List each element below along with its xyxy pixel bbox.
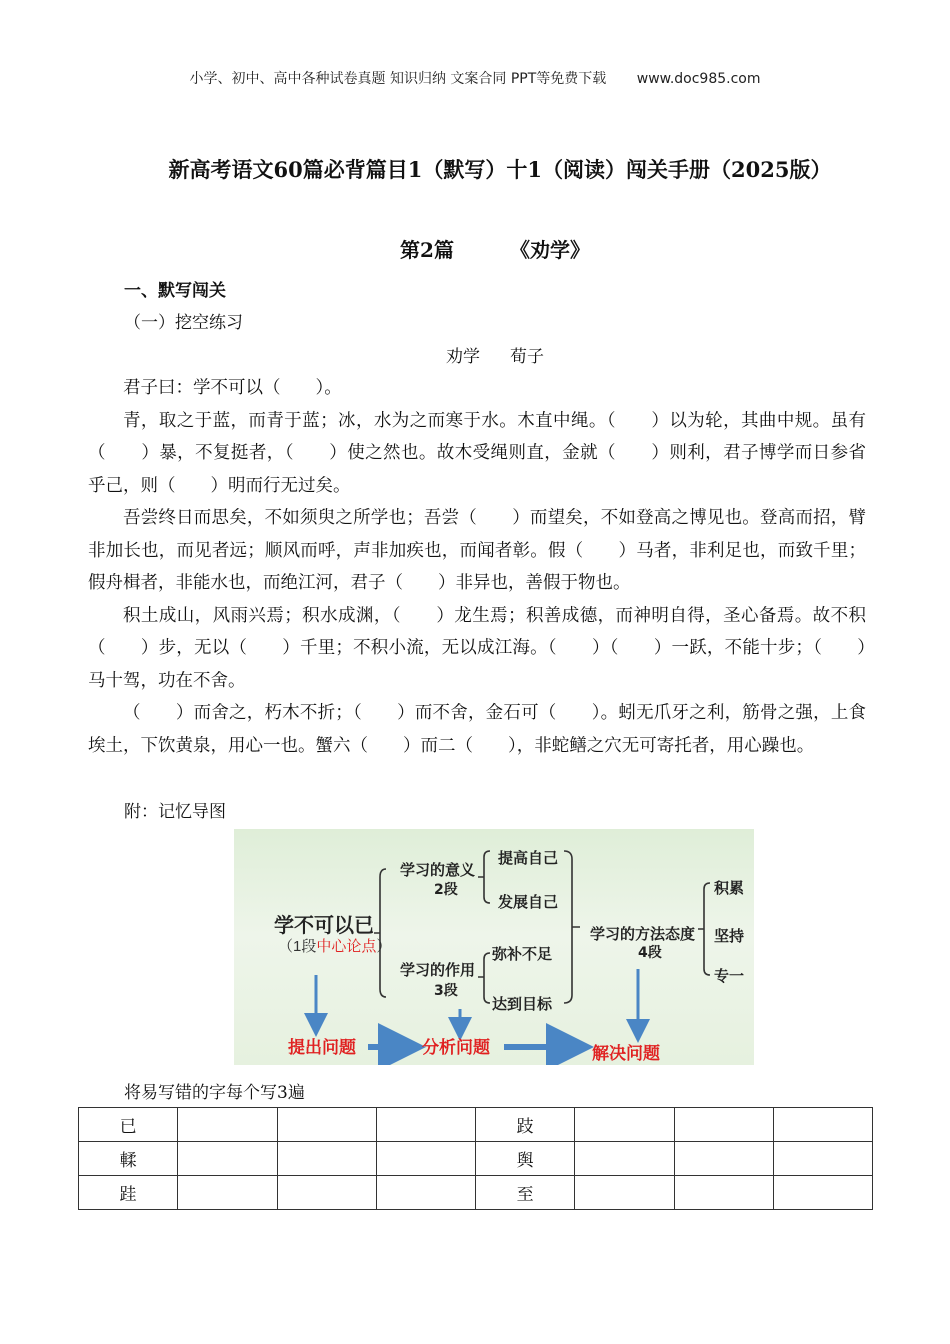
table-row: [79, 1108, 873, 1142]
paragraph-segment: 青，取之于蓝，而青于蓝；冰，水为之而寒于水。木直中绳。（: [123, 410, 616, 431]
subsection-heading: （一）挖空练习: [124, 313, 243, 333]
poem-title: [0, 342, 950, 367]
mm-method-para: 4段: [638, 945, 662, 961]
mm-center-sub: [278, 937, 391, 955]
practice-cell[interactable]: [773, 1176, 872, 1210]
mm-meaning: 学习的意义: [400, 861, 476, 879]
poem-paragraph: [88, 600, 866, 698]
mm-method-item: 专一: [714, 967, 745, 985]
paragraph-segment: ）明而行无过矣。: [210, 475, 351, 496]
mm-effect-item: 达到目标: [492, 995, 553, 1013]
practice-cell[interactable]: [575, 1108, 674, 1142]
paragraph-segment: （: [123, 703, 141, 723]
practice-cell[interactable]: [376, 1176, 475, 1210]
chapter-subtitle: [0, 234, 950, 263]
brace-effect: [478, 953, 490, 1003]
section-heading: 一、默写闯关: [124, 281, 226, 301]
paragraph-segment: ）使之然也。故木受绳则直，金就（: [328, 443, 616, 463]
practice-char: 舆: [476, 1142, 575, 1176]
paragraph-segment: ）千里；不积小流，无以成江海。（: [282, 638, 557, 658]
practice-char: 輮: [79, 1142, 178, 1176]
poem-name: 劝学: [446, 347, 480, 367]
chapter-number: 第2篇: [400, 238, 454, 262]
poem-paragraph: [88, 372, 866, 405]
paragraph-segment: ）（: [591, 638, 619, 658]
practice-cell[interactable]: [674, 1142, 773, 1176]
paragraph-segment: ）而不舍，金石可（: [396, 703, 557, 723]
brace-main: [374, 869, 386, 997]
practice-cell[interactable]: [575, 1142, 674, 1176]
practice-cell[interactable]: [674, 1108, 773, 1142]
mind-map-diagram: [234, 829, 754, 1065]
paragraph-segment: ）则利，君子博学而日参省乎己，则（: [88, 443, 867, 496]
mm-meaning-item: 发展自己: [498, 893, 559, 911]
practice-char: 跬: [79, 1176, 178, 1210]
paragraph-segment: ）而二（: [403, 735, 473, 756]
mm-flow-step: 分析问题: [422, 1038, 490, 1058]
paragraph-segment: ）而舍之，朽木不折；（: [175, 703, 362, 723]
mm-method: 学习的方法态度: [590, 925, 696, 943]
mm-center-sub-b: ）: [376, 938, 392, 955]
poem-body: [88, 372, 866, 762]
practice-char: 至: [476, 1176, 575, 1210]
mm-flow-step: 提出问题: [288, 1038, 356, 1058]
table-row: [79, 1142, 873, 1176]
mm-method-item: 积累: [714, 879, 745, 897]
brace-method: [564, 851, 580, 1003]
practice-cell[interactable]: [773, 1142, 872, 1176]
mm-effect-item: 弥补不足: [492, 945, 553, 963]
mind-map: [234, 829, 754, 1065]
paragraph-segment: ）马十驾，功在不舍。: [88, 638, 867, 691]
paragraph-segment: ）以为轮，其曲中规。虽有（: [88, 410, 867, 463]
mm-effect-para: 3段: [434, 983, 458, 999]
paragraph-segment: ）步，无以（: [140, 638, 248, 658]
paragraph-segment: ），非蛇鳝之穴无可寄托者，用心躁也。: [508, 735, 815, 756]
mm-meaning-para: 2段: [434, 882, 458, 898]
header-site[interactable]: www.doc985.com: [636, 71, 761, 87]
practice-cell[interactable]: [575, 1176, 674, 1210]
chapter-name: 《劝学》: [509, 238, 590, 262]
mm-center-highlight: 中心论点: [316, 938, 377, 955]
practice-cell[interactable]: [277, 1108, 376, 1142]
page-header: [0, 68, 950, 88]
practice-cell[interactable]: [674, 1176, 773, 1210]
practice-cell[interactable]: [376, 1142, 475, 1176]
practice-cell[interactable]: [773, 1108, 872, 1142]
practice-char: 已: [79, 1108, 178, 1142]
paragraph-segment: ）而望矣，不如登高之博见也。登高而招，臂非加长也，而见者远；顺风而呼，声非加疾也，而闻者彰。假（: [88, 508, 866, 561]
practice-cell[interactable]: [277, 1142, 376, 1176]
brace-meaning: [478, 851, 490, 903]
paragraph-segment: ）。蚓无爪牙之利，筋骨之强，上食埃土，下饮黄泉，用心一也。蟹六（: [88, 703, 867, 756]
paragraph-segment: 君子曰：学不可以（: [123, 378, 281, 398]
poem-paragraph: [88, 502, 866, 600]
poem-author: 荀子: [510, 347, 544, 367]
paragraph-segment: 积土成山，风雨兴焉；积水成渊，（: [123, 605, 401, 626]
paragraph-segment: ）。: [315, 378, 342, 398]
practice-cell[interactable]: [178, 1176, 277, 1210]
practice-cell[interactable]: [376, 1108, 475, 1142]
practice-cell[interactable]: [277, 1176, 376, 1210]
mm-method-item: 坚持: [714, 927, 745, 945]
header-text: 小学、初中、高中各种试卷真题 知识归纳 文案合同 PPT等免费下载: [189, 71, 607, 87]
paragraph-segment: ）一跃，不能十步；（: [653, 638, 823, 658]
mm-center-sub-a: （1段: [278, 938, 317, 955]
paragraph-segment: ）非异也，善假于物也。: [438, 573, 631, 593]
mm-meaning-item: 提高自己: [498, 849, 559, 867]
document-title: 新高考语文60篇必背篇目1（默写）十1（阅读）闯关手册（2025版）: [168, 157, 832, 182]
practice-cell[interactable]: [178, 1108, 277, 1142]
paragraph-segment: 吾尝终日而思矣，不如须臾之所学也；吾尝（: [123, 508, 477, 528]
table-row: [79, 1176, 873, 1210]
practice-cell[interactable]: [178, 1142, 277, 1176]
paragraph-segment: ）暴，不复挺者，（: [140, 443, 294, 463]
mindmap-label: 附：记忆导图: [124, 802, 226, 822]
poem-paragraph: [88, 405, 866, 503]
practice-label: 将易写错的字每个写3遍: [124, 1083, 305, 1103]
paragraph-segment: ）龙生焉；积善成德，而神明自得，圣心备焉。故不积（: [88, 605, 867, 658]
mm-flow-step: 解决问题: [592, 1044, 660, 1064]
paragraph-segment: ）马者，非利足也，而致千里；假舟楫者，非能水也，而绝江河，君子（: [88, 540, 867, 593]
practice-table: [78, 1107, 873, 1210]
practice-char: 跂: [476, 1108, 575, 1142]
poem-paragraph: [88, 697, 866, 762]
brace-method-items: [698, 883, 710, 975]
mm-effect: 学习的作用: [400, 961, 476, 979]
mm-center: 学不可以已: [274, 913, 374, 937]
